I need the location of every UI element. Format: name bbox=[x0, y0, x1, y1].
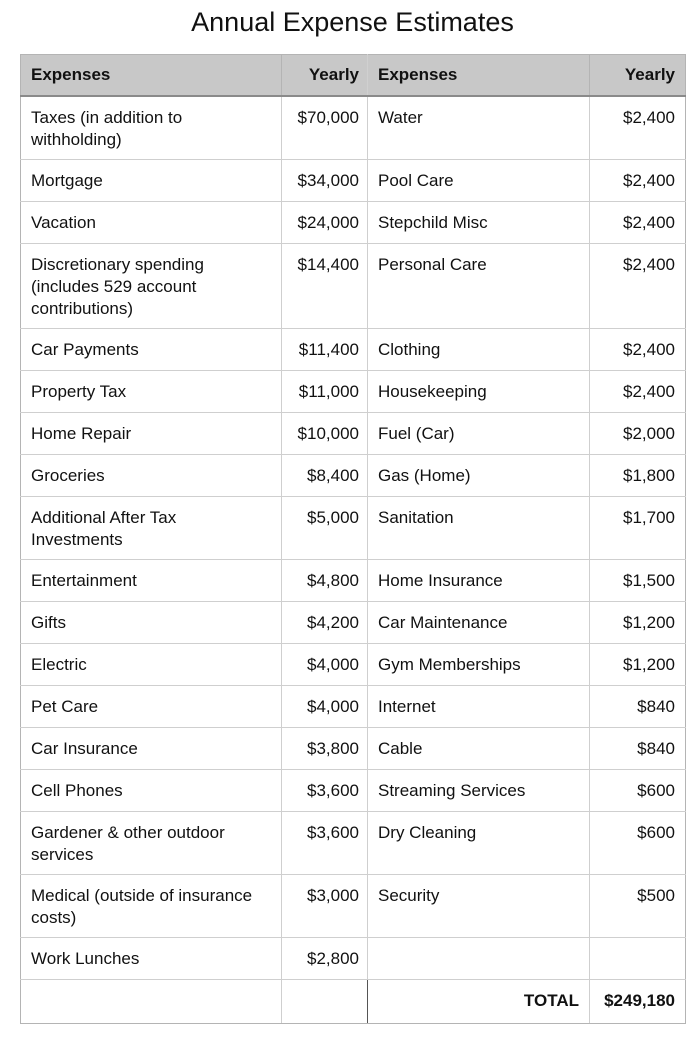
page-title: Annual Expense Estimates bbox=[191, 7, 514, 37]
right-yearly-cell: $600 bbox=[590, 812, 686, 875]
table-row bbox=[21, 413, 686, 455]
left-yearly-cell: $8,400 bbox=[282, 455, 368, 497]
table-row bbox=[21, 371, 686, 413]
total-row bbox=[21, 980, 686, 1024]
table-row bbox=[21, 938, 686, 980]
left-yearly-cell: $4,000 bbox=[282, 686, 368, 728]
left-expense-cell: Car Insurance bbox=[21, 728, 282, 770]
left-expense-cell: Entertainment bbox=[21, 560, 282, 602]
left-yearly-cell: $3,000 bbox=[282, 875, 368, 938]
total-blank-cell bbox=[21, 980, 282, 1024]
left-expense-cell: Additional After Tax Investments bbox=[21, 497, 282, 560]
left-expense-cell: Pet Care bbox=[21, 686, 282, 728]
left-yearly-cell: $3,800 bbox=[282, 728, 368, 770]
right-yearly-cell: $840 bbox=[590, 686, 686, 728]
left-yearly-cell: $34,000 bbox=[282, 160, 368, 202]
right-yearly-cell: $1,200 bbox=[590, 602, 686, 644]
right-expense-cell: Home Insurance bbox=[368, 560, 590, 602]
table-row bbox=[21, 560, 686, 602]
table-row bbox=[21, 728, 686, 770]
right-expense-cell: Streaming Services bbox=[368, 770, 590, 812]
right-yearly-cell bbox=[590, 938, 686, 980]
table-body bbox=[21, 96, 686, 1024]
table-row bbox=[21, 497, 686, 560]
table-row bbox=[21, 770, 686, 812]
left-expense-cell: Work Lunches bbox=[21, 938, 282, 980]
table-row bbox=[21, 875, 686, 938]
right-expense-cell: Internet bbox=[368, 686, 590, 728]
right-yearly-cell: $2,000 bbox=[590, 413, 686, 455]
right-yearly-cell: $2,400 bbox=[590, 202, 686, 244]
right-yearly-cell: $2,400 bbox=[590, 371, 686, 413]
left-yearly-cell: $4,800 bbox=[282, 560, 368, 602]
left-expense-cell: Taxes (in addition to withholding) bbox=[21, 96, 282, 160]
total-value: $249,180 bbox=[590, 980, 686, 1024]
right-expense-cell: Clothing bbox=[368, 329, 590, 371]
right-yearly-cell: $1,500 bbox=[590, 560, 686, 602]
right-yearly-cell: $1,700 bbox=[590, 497, 686, 560]
table-row bbox=[21, 644, 686, 686]
header-yearly-left: Yearly bbox=[282, 55, 368, 97]
right-expense-cell: Gym Memberships bbox=[368, 644, 590, 686]
left-yearly-cell: $4,200 bbox=[282, 602, 368, 644]
right-expense-cell: Gas (Home) bbox=[368, 455, 590, 497]
right-yearly-cell: $500 bbox=[590, 875, 686, 938]
right-yearly-cell: $1,800 bbox=[590, 455, 686, 497]
table-row bbox=[21, 96, 686, 160]
header-yearly-right: Yearly bbox=[590, 55, 686, 97]
left-yearly-cell: $10,000 bbox=[282, 413, 368, 455]
right-yearly-cell: $2,400 bbox=[590, 160, 686, 202]
left-expense-cell: Cell Phones bbox=[21, 770, 282, 812]
total-blank-cell bbox=[282, 980, 368, 1024]
left-yearly-cell: $3,600 bbox=[282, 770, 368, 812]
left-expense-cell: Discretionary spending (includes 529 account contributions) bbox=[21, 244, 282, 329]
right-expense-cell: Water bbox=[368, 96, 590, 160]
right-expense-cell: Car Maintenance bbox=[368, 602, 590, 644]
left-yearly-cell: $14,400 bbox=[282, 244, 368, 329]
left-yearly-cell: $11,000 bbox=[282, 371, 368, 413]
left-expense-cell: Groceries bbox=[21, 455, 282, 497]
left-expense-cell: Property Tax bbox=[21, 371, 282, 413]
left-expense-cell: Gardener & other outdoor services bbox=[21, 812, 282, 875]
right-expense-cell: Sanitation bbox=[368, 497, 590, 560]
right-expense-cell: Stepchild Misc bbox=[368, 202, 590, 244]
table-row bbox=[21, 329, 686, 371]
left-expense-cell: Home Repair bbox=[21, 413, 282, 455]
right-expense-cell: Housekeeping bbox=[368, 371, 590, 413]
table-row bbox=[21, 602, 686, 644]
left-expense-cell: Mortgage bbox=[21, 160, 282, 202]
right-expense-cell: Pool Care bbox=[368, 160, 590, 202]
left-yearly-cell: $5,000 bbox=[282, 497, 368, 560]
left-yearly-cell: $4,000 bbox=[282, 644, 368, 686]
right-expense-cell: Security bbox=[368, 875, 590, 938]
right-yearly-cell: $840 bbox=[590, 728, 686, 770]
left-yearly-cell: $24,000 bbox=[282, 202, 368, 244]
left-yearly-cell: $70,000 bbox=[282, 96, 368, 160]
table-row bbox=[21, 160, 686, 202]
table-row bbox=[21, 812, 686, 875]
left-yearly-cell: $2,800 bbox=[282, 938, 368, 980]
table-row bbox=[21, 686, 686, 728]
table-row bbox=[21, 244, 686, 329]
right-expense-cell bbox=[368, 938, 590, 980]
total-label: TOTAL bbox=[368, 980, 590, 1024]
table-header bbox=[21, 55, 686, 97]
right-yearly-cell: $600 bbox=[590, 770, 686, 812]
right-expense-cell: Personal Care bbox=[368, 244, 590, 329]
left-expense-cell: Vacation bbox=[21, 202, 282, 244]
right-yearly-cell: $2,400 bbox=[590, 96, 686, 160]
table-row bbox=[21, 455, 686, 497]
right-yearly-cell: $2,400 bbox=[590, 244, 686, 329]
right-expense-cell: Fuel (Car) bbox=[368, 413, 590, 455]
header-expenses-right: Expenses bbox=[368, 55, 590, 97]
left-expense-cell: Car Payments bbox=[21, 329, 282, 371]
right-yearly-cell: $2,400 bbox=[590, 329, 686, 371]
expense-table bbox=[20, 54, 686, 1024]
left-yearly-cell: $11,400 bbox=[282, 329, 368, 371]
left-expense-cell: Gifts bbox=[21, 602, 282, 644]
header-row bbox=[21, 55, 686, 97]
left-expense-cell: Medical (outside of insurance costs) bbox=[21, 875, 282, 938]
header-expenses-left: Expenses bbox=[21, 55, 282, 97]
left-expense-cell: Electric bbox=[21, 644, 282, 686]
table-row bbox=[21, 202, 686, 244]
right-expense-cell: Cable bbox=[368, 728, 590, 770]
right-yearly-cell: $1,200 bbox=[590, 644, 686, 686]
right-expense-cell: Dry Cleaning bbox=[368, 812, 590, 875]
left-yearly-cell: $3,600 bbox=[282, 812, 368, 875]
